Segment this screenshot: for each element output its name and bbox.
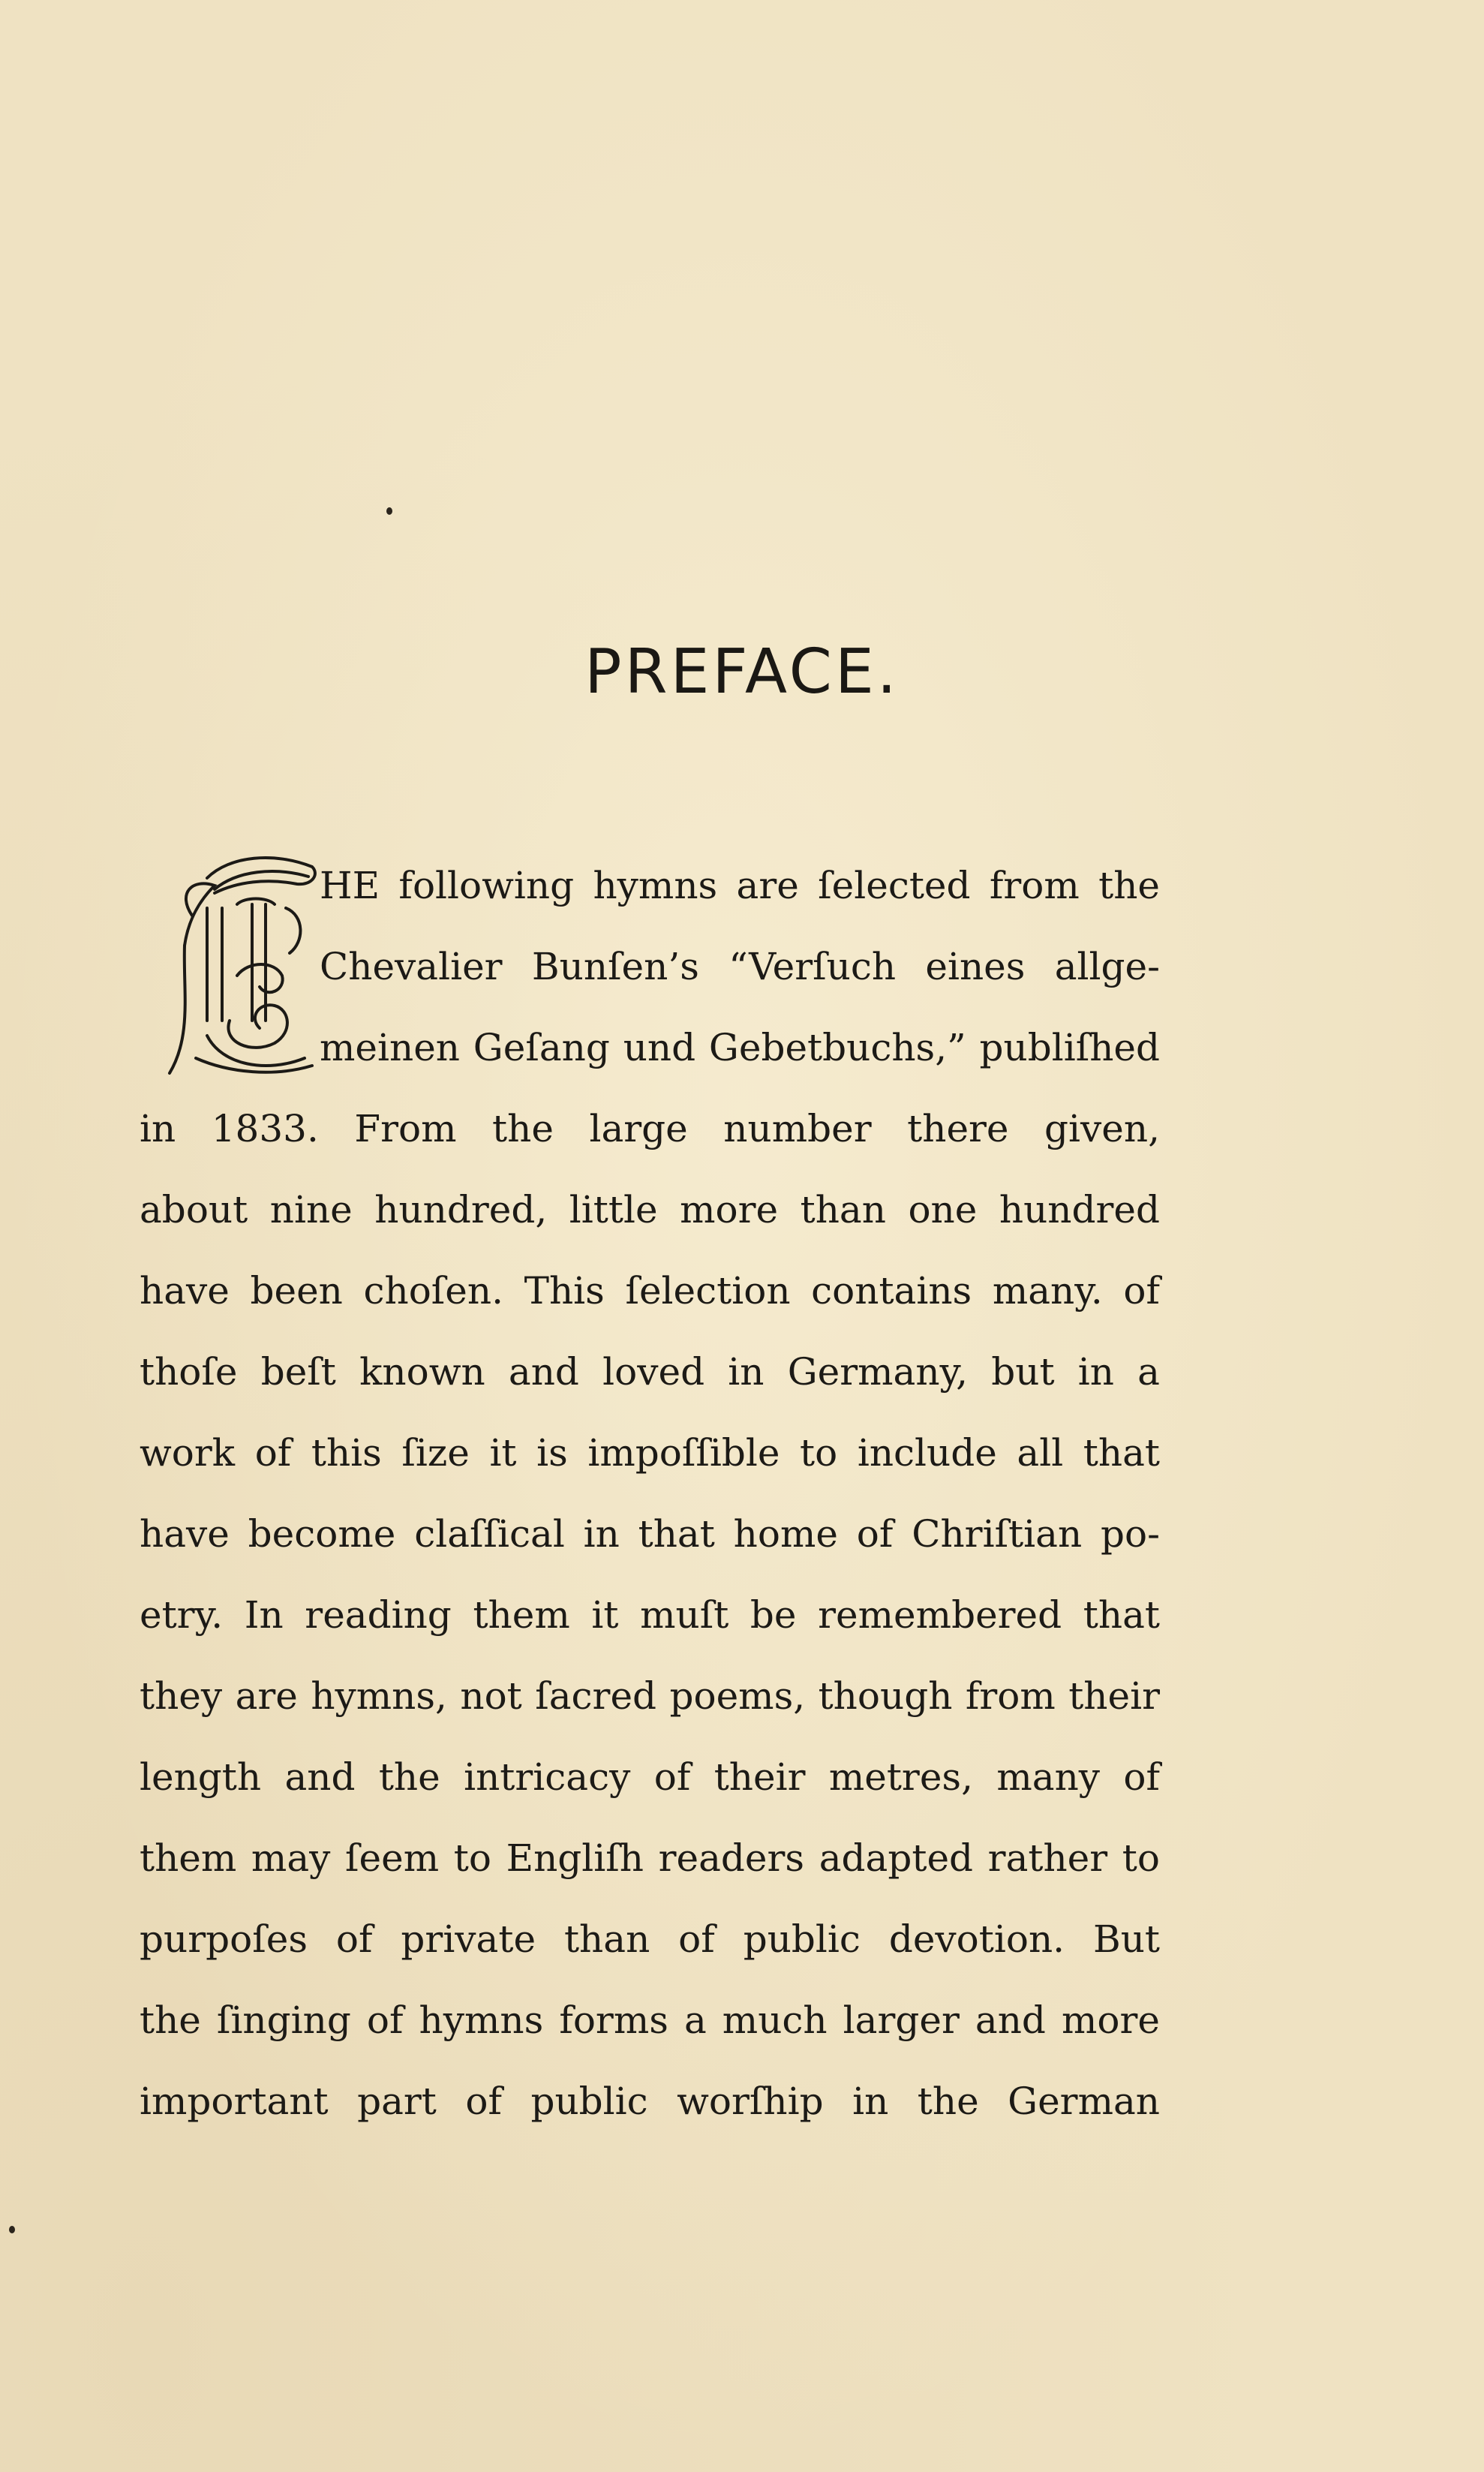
text-line: have been choſen. This ſelection contains many. of (140, 1269, 1160, 1313)
text-line: purpoſes of private than of public devotion. But (140, 1917, 1160, 1961)
text-line: HE following hymns are ſelected from the (320, 864, 1160, 907)
text-line: meinen Geſang und Gebetbuchs,” publiſhed (320, 1026, 1160, 1069)
text-line: the ſinging of hymns forms a much larger and more (140, 1998, 1160, 2042)
page-title: PREFACE. (584, 636, 900, 708)
text-line: in 1833. From the large number there given, (140, 1107, 1160, 1150)
text-line: etry. In reading them it muſt be remembered that (140, 1593, 1160, 1637)
text-line: Chevalier Bunſen’s “Verſuch eines allge- (320, 945, 1160, 988)
text-line: them may ſeem to Engliſh readers adapted rather to (140, 1836, 1160, 1880)
text-line: work of this ſize it is impoſſible to include all that (140, 1431, 1160, 1475)
text-line: they are hymns, not ſacred poems, though from their (140, 1674, 1160, 1718)
paper-speck (9, 2226, 15, 2233)
text-line: have become claſſical in that home of Chriſtian po- (140, 1512, 1160, 1556)
text-line: length and the intricacy of their metres, many of (140, 1755, 1160, 1799)
text-line: important part of public worſhip in the German (140, 2080, 1160, 2123)
text-line: thoſe beſt known and loved in Germany, but in a (140, 1350, 1160, 1394)
paper-speck (386, 507, 392, 515)
text-line: about nine hundred, little more than one hundred (140, 1188, 1160, 1231)
